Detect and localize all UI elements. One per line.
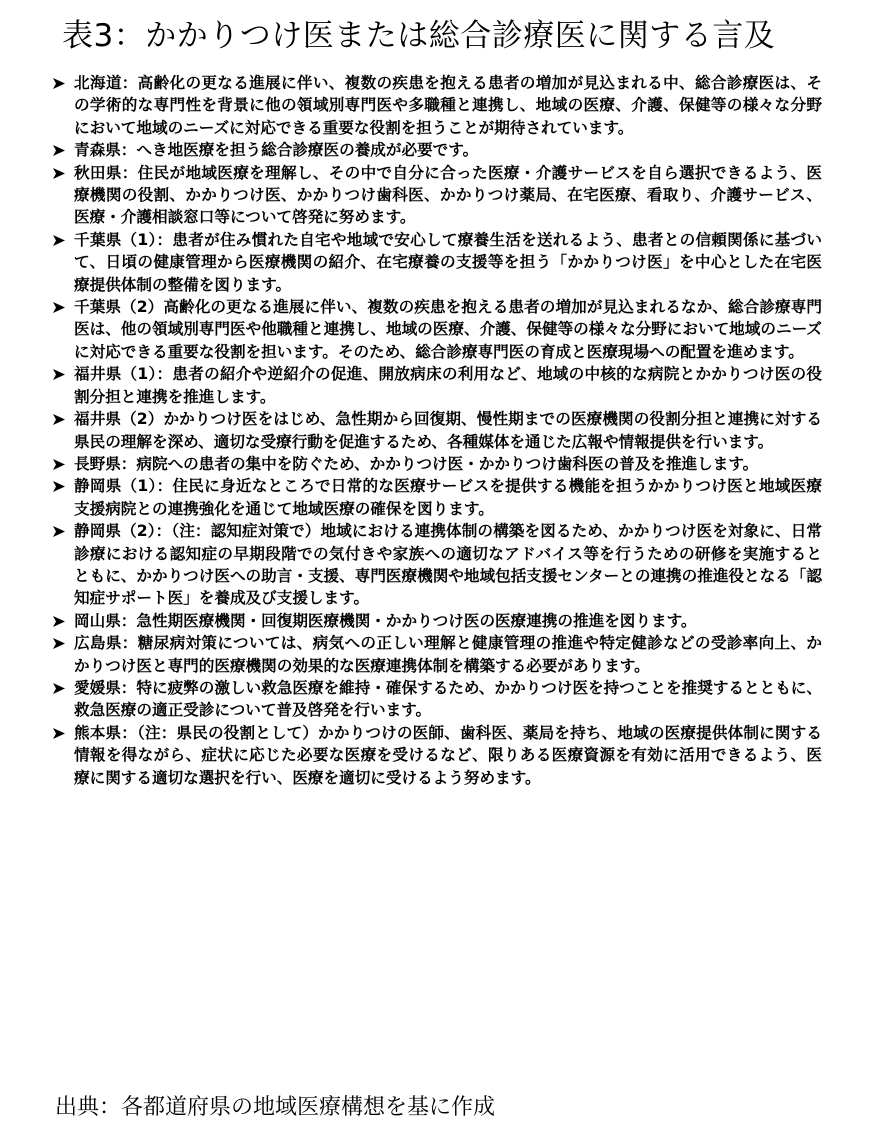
- page-title: 表3：かかりつけ医または総合診療医に関する言及: [62, 18, 776, 54]
- arrowhead-bullet-icon: [53, 526, 65, 537]
- list-item: [52, 139, 822, 161]
- arrowhead-bullet-icon: [53, 414, 65, 425]
- arrowhead-bullet-icon: [53, 616, 65, 627]
- list-item: [52, 453, 822, 475]
- arrowhead-bullet-icon: [53, 481, 65, 492]
- arrowhead-bullet-icon: [53, 168, 65, 179]
- arrowhead-bullet-icon: [53, 728, 65, 739]
- list-item: [52, 296, 822, 363]
- list-item-text: 広島県：糖尿病対策については、病気への正しい理解と健康管理の推進や特定健診などの受診率向上、かかりつけ医と専門的医療機関の効果的な医療連携体制を構築する必要があります。: [74, 634, 822, 675]
- list-item: [52, 229, 822, 296]
- list-item: [52, 632, 822, 677]
- list-item-text: 福井県（1）：患者の紹介や逆紹介の促進、開放病床の利用など、地域の中核的な病院とかかりつけ医の役割分担と連携を推進します。: [74, 365, 822, 406]
- list-item-text: 千葉県（2）高齢化の更なる進展に伴い、複数の疾患を抱える患者の増加が見込まれるなか、総合診療専門医は、他の領域別専門医や他職種と連携し、地域の医療、介護、保健等の様々な分野において地域のニーズに対応できる重要な役割を担います。そのため、総合診療専門医の育成と医療現場への配置を進めます。: [74, 298, 822, 361]
- arrowhead-bullet-icon: [53, 369, 65, 380]
- list-item-text: 静岡県（1）：住民に身近なところで日常的な医療サービスを提供する機能を担うかかりつけ医と地域医療支援病院との連携強化を通じて地域医療の確保を図ります。: [74, 477, 822, 518]
- list-item: [52, 363, 822, 408]
- list-item-text: 愛媛県：特に疲弊の激しい救急医療を維持・確保するため、かかりつけ医を持つことを推奨するとともに、救急医療の適正受診について普及啓発を行います。: [74, 678, 822, 720]
- arrowhead-bullet-icon: [53, 145, 65, 156]
- list-item-text: 青森県：へき地医療を担う総合診療医の養成が必要です。: [74, 141, 479, 160]
- list-item: [52, 677, 822, 722]
- list-item-text: 長野県：病院への患者の集中を防ぐため、かかりつけ医・かかりつけ歯科医の普及を推進します。: [74, 454, 759, 473]
- list-item-text: 静岡県（2）：（注：認知症対策で）地域における連携体制の構築を図るため、かかりつけ医を対象に、日常診療における認知症の早期段階での気付きや家族への適切なアドバイス等を行うための研修を実施するとともに、かかりつけ医への助言・支援、専門医療機関や地域包括支援センターとの連携の推進役となる「認知症サポート医」を養成及び支援します。: [74, 522, 822, 608]
- mentions-list: [52, 72, 822, 789]
- source-note: 出典：各都道府県の地域医療構想を基に作成: [55, 1095, 496, 1120]
- list-item-text: 熊本県：（注：県民の役割として）かかりつけの医師、歯科医、薬局を持ち、地域の医療提供体制に関する情報を得ながら、症状に応じた必要な医療を受けるなど、限りある医療資源を有効に活用できるよう、医療に関する適切な選択を行い、医療を適切に受けるよう努めます。: [74, 723, 822, 787]
- list-item-text: 秋田県：住民が地域医療を理解し、その中で自分に合った医療・介護サービスを自ら選択できるよう、医療機関の役割、かかりつけ医、かかりつけ歯科医、かかりつけ薬局、在宅医療、看取り、介護サービス、医療・介護相談窓口等について啓発に努めます。: [74, 163, 822, 227]
- list-item: [52, 72, 822, 139]
- arrowhead-bullet-icon: [53, 302, 65, 313]
- arrowhead-bullet-icon: [53, 235, 65, 246]
- list-item-text: 北海道：高齢化の更なる進展に伴い、複数の疾患を抱える患者の増加が見込まれる中、総合診療医は、その学術的な専門性を背景に他の領域別専門医や多職種と連携し、地域の医療、介護、保健等の様々な分野において地域のニーズに対応できる重要な役割を担うことが期待されています。: [74, 74, 822, 137]
- list-item: [52, 610, 822, 632]
- arrowhead-bullet-icon: [53, 683, 65, 694]
- list-item-text: 岡山県：急性期医療機関・回復期医療機関・かかりつけ医の医療連携の推進を図ります。: [74, 611, 697, 630]
- arrowhead-bullet-icon: [53, 459, 65, 470]
- list-item: [52, 520, 822, 610]
- list-item: [52, 408, 822, 453]
- list-item-text: 福井県（2）かかりつけ医をはじめ、急性期から回復期、慢性期までの医療機関の役割分担と連携に対する県民の理解を深め、適切な受療行動を促進するため、各種媒体を通じた広報や情報提供を行います。: [74, 410, 822, 451]
- list-item: [52, 475, 822, 520]
- arrowhead-bullet-icon: [53, 78, 65, 89]
- list-item: [52, 162, 822, 229]
- list-item: [52, 722, 822, 789]
- arrowhead-bullet-icon: [53, 638, 65, 649]
- list-item-text: 千葉県（1）：患者が住み慣れた自宅や地域で安心して療養生活を送れるよう、患者との信頼関係に基づいて、日頃の健康管理から医療機関の紹介、在宅療養の支援等を担う「かかりつけ医」を中心とした在宅医療提供体制の整備を図ります。: [74, 230, 822, 294]
